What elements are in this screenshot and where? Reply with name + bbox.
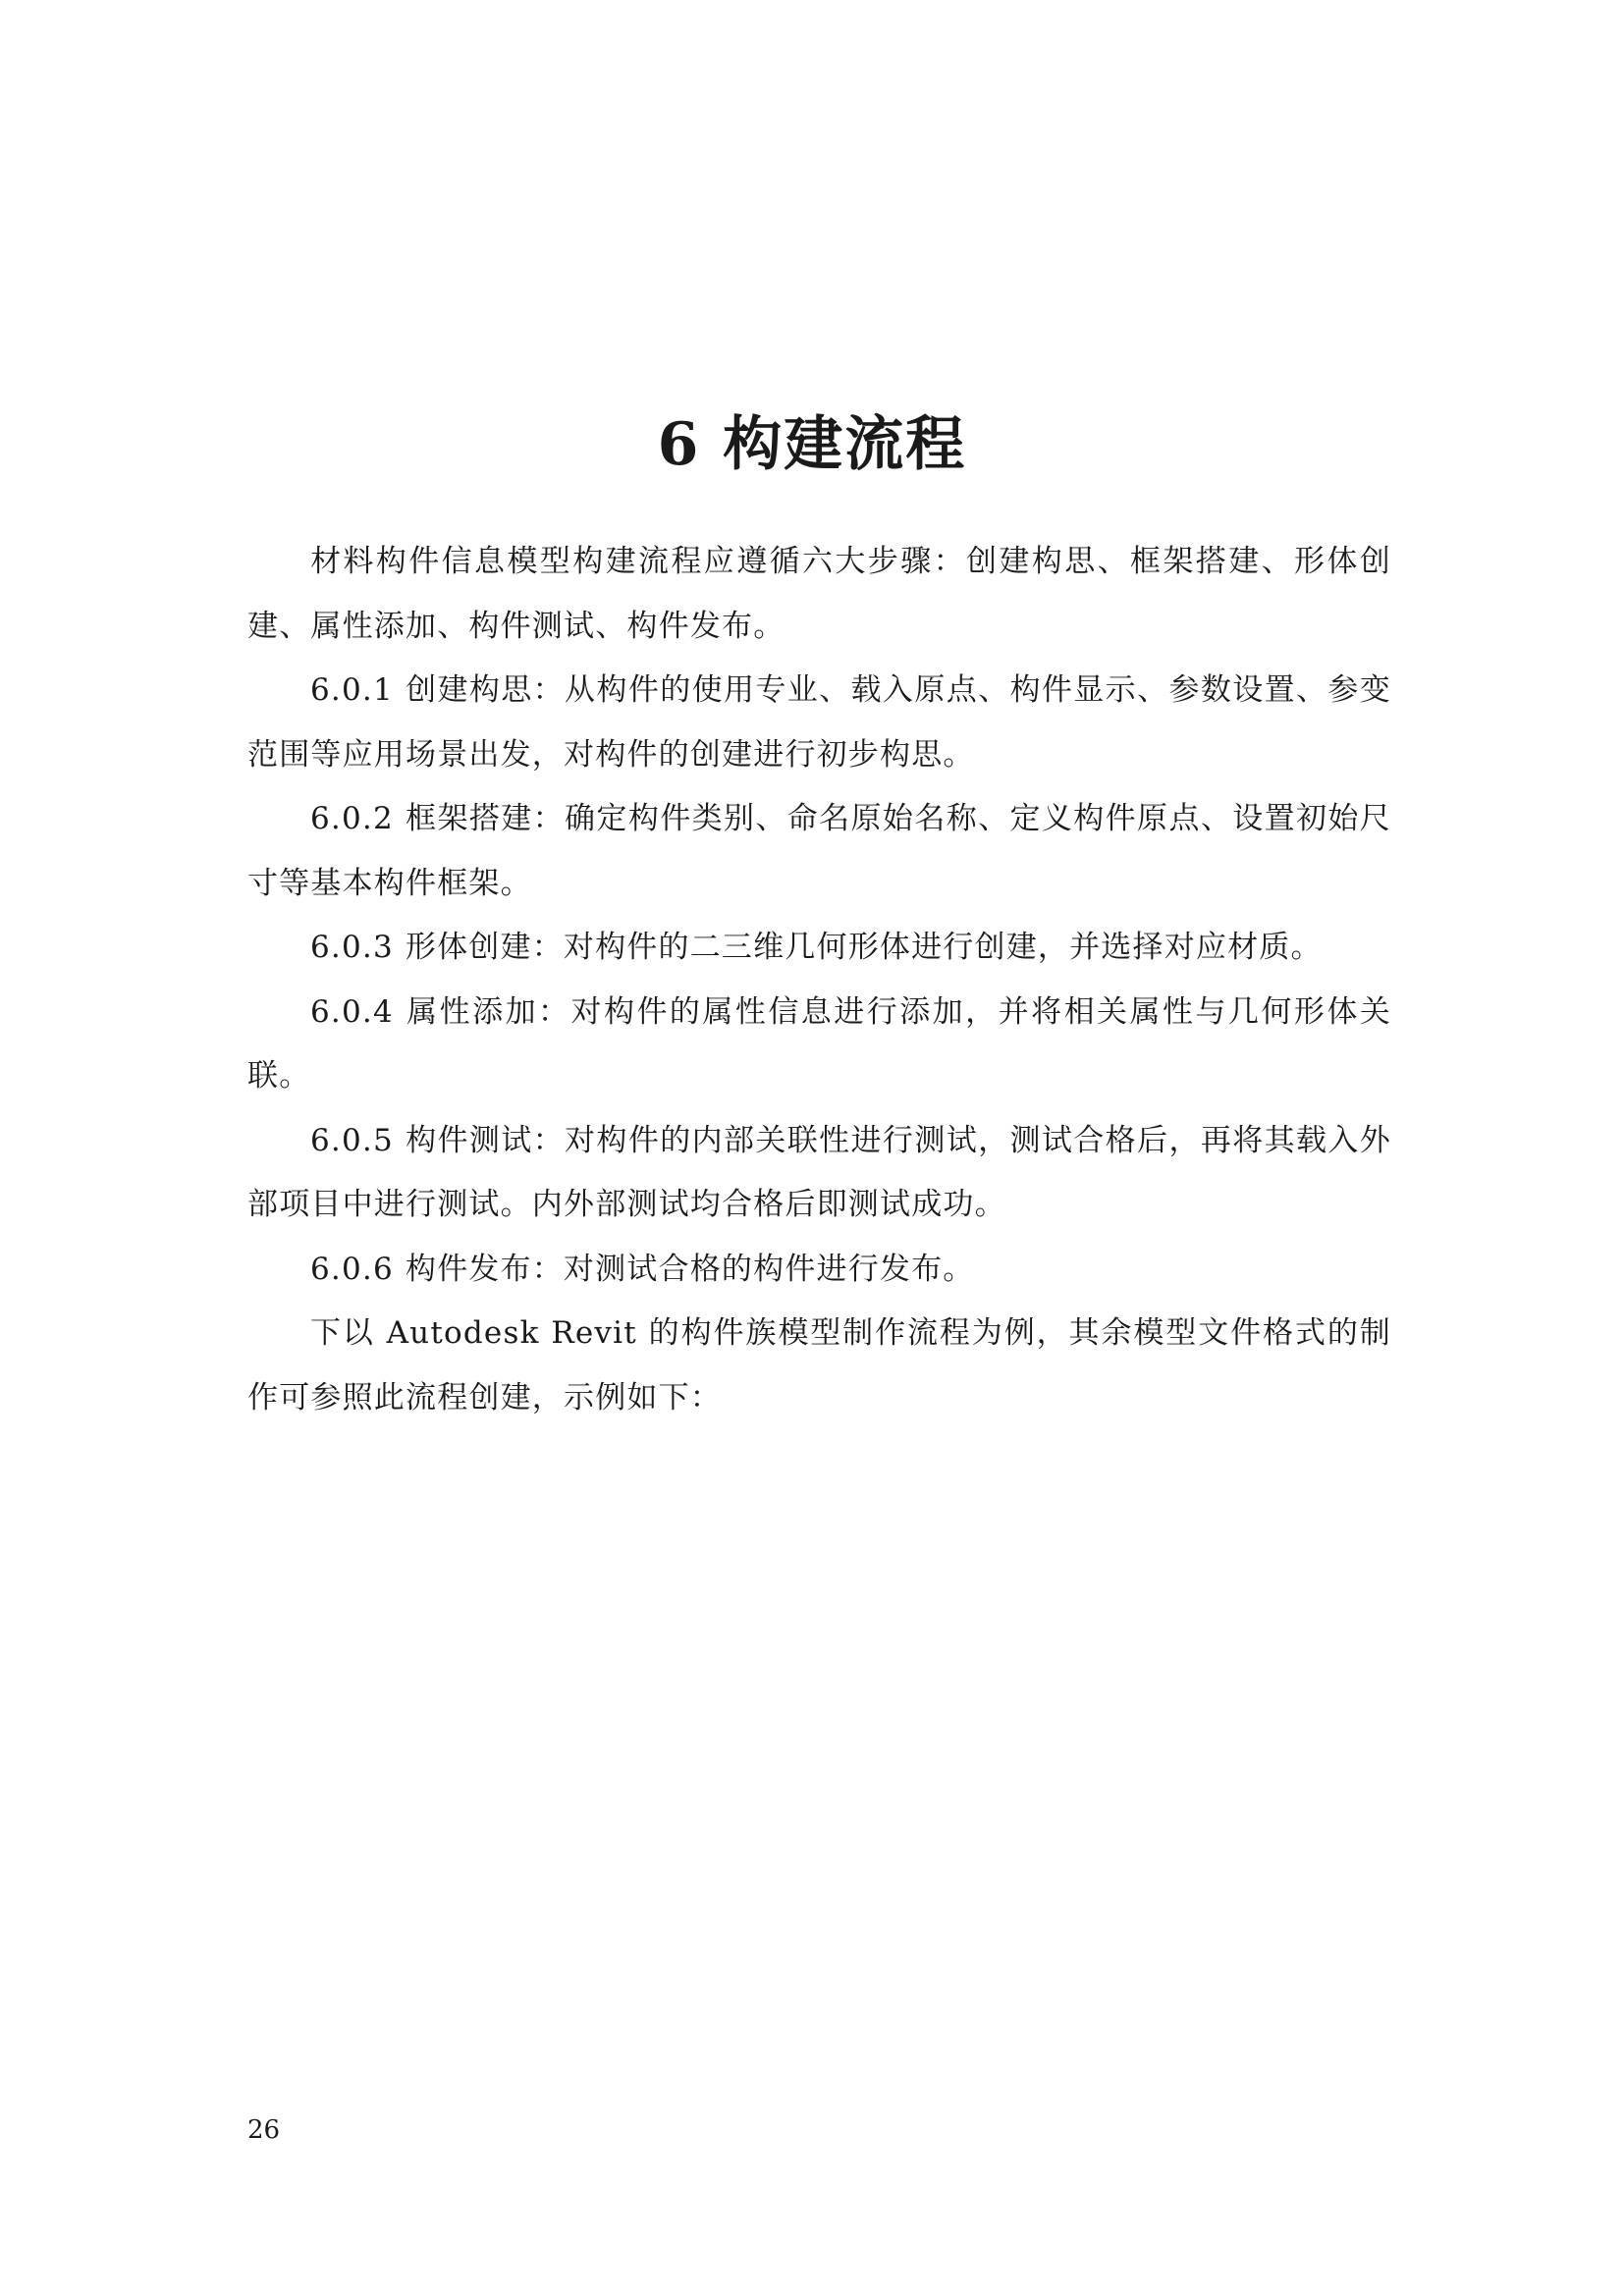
- clause-text: 构件发布：对测试合格的构件进行发布。: [405, 1251, 975, 1287]
- clause-6-0-5: [247, 1109, 1391, 1238]
- clause-text: 属性添加：对构件的属性信息进行添加，并将相关属性与几何形体关联。: [247, 993, 1391, 1094]
- clause-6-0-2: [247, 787, 1391, 916]
- clause-6-0-3: [247, 916, 1391, 981]
- clause-6-0-1: [247, 659, 1391, 787]
- clause-text: 框架搭建：确定构件类别、命名原始名称、定义构件原点、设置初始尺寸等基本构件框架。: [247, 801, 1391, 901]
- clause-text: 形体创建：对构件的二三维几何形体进行创建，并选择对应材质。: [405, 930, 1323, 965]
- intro-paragraph: [247, 530, 1391, 659]
- page-number: 26: [247, 2115, 281, 2145]
- body-text: [247, 530, 1391, 1430]
- clause-6-0-4: [247, 981, 1391, 1109]
- clause-text: 创建构思：从构件的使用专业、载入原点、构件显示、参数设置、参变范围等应用场景出发，对构件的创建进行初步构思。: [247, 672, 1391, 773]
- paragraph-text: 下以 Autodesk Revit 的构件族模型制作流程为例，其余模型文件格式的制作可参照此流程创建，示例如下：: [247, 1315, 1391, 1415]
- example-intro-paragraph: [247, 1302, 1391, 1430]
- clause-text: 构件测试：对构件的内部关联性进行测试，测试合格后，再将其载入外部项目中进行测试。内外部测试均合格后即测试成功。: [247, 1122, 1391, 1222]
- clause-number: 6.0.3: [310, 930, 394, 965]
- clause-number: 6.0.4: [310, 993, 394, 1030]
- clause-number: 6.0.6: [310, 1251, 394, 1287]
- clause-6-0-6: [247, 1238, 1391, 1303]
- clause-number: 6.0.2: [310, 801, 394, 836]
- clause-number: 6.0.1: [310, 672, 394, 708]
- paragraph-text: 材料构件信息模型构建流程应遵循六大步骤：创建构思、框架搭建、形体创建、属性添加、构件测试、构件发布。: [247, 544, 1391, 644]
- clause-number: 6.0.5: [310, 1122, 394, 1158]
- chapter-title: 6 构建流程: [657, 410, 967, 479]
